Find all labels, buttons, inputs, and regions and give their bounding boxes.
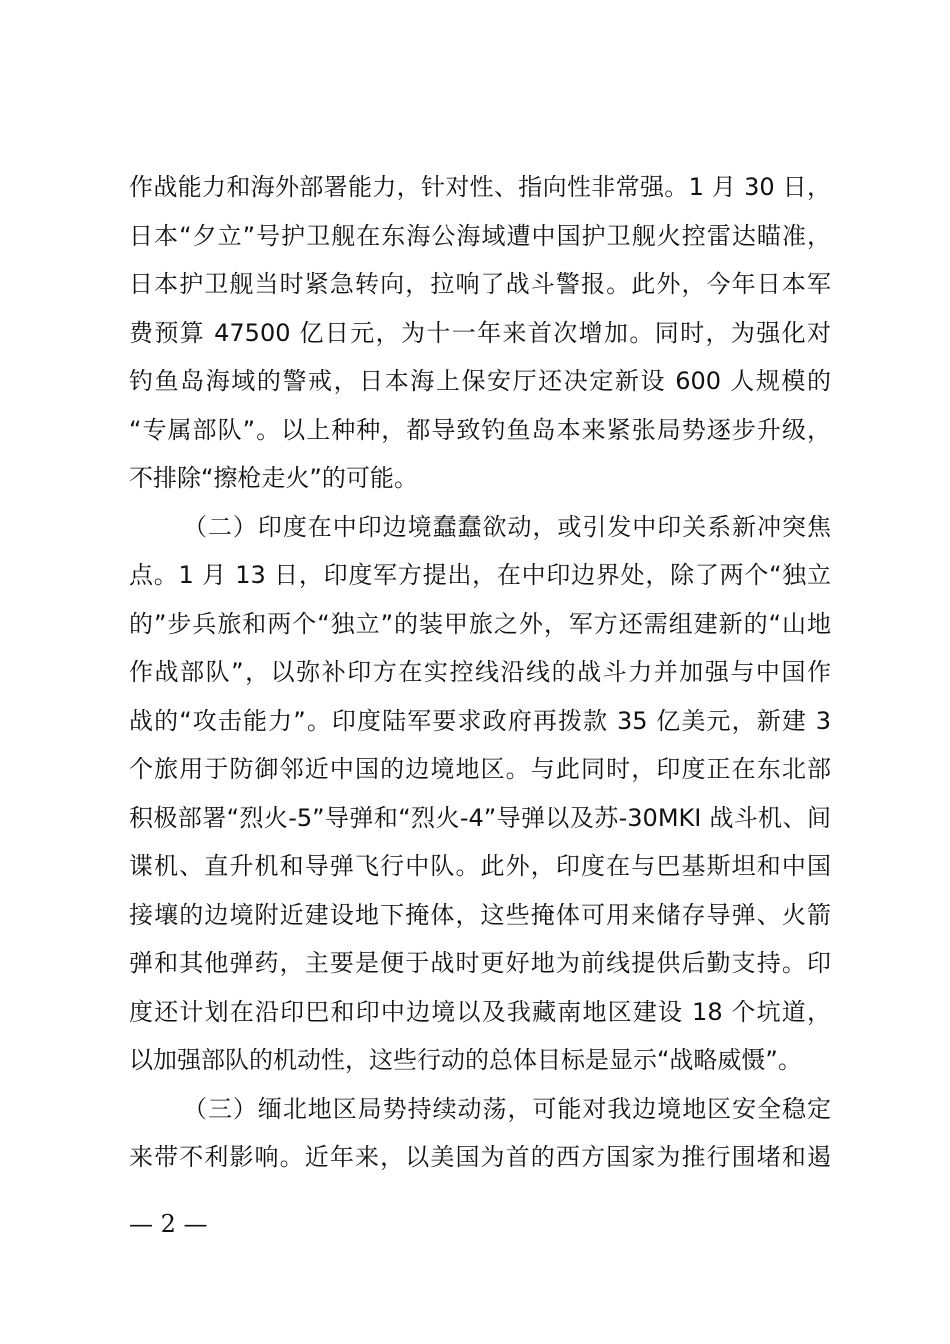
text-line: （三）缅北地区局势持续动荡，可能对我边境地区安全稳定 [183, 1094, 831, 1123]
text-line: “专属部队”。以上种种，都导致钓鱼岛本来紧张局势逐步升级， [129, 415, 831, 444]
paragraph-myanmar [129, 1085, 831, 1182]
text-line: 作战部队”，以弥补印方在实控线沿线的战斗力并加强与中国作 [129, 658, 831, 686]
text-line: 日本护卫舰当时紧急转向，拉响了战斗警报。此外，今年日本军 [129, 270, 831, 298]
text-line: 积极部署“烈火-5”导弹和“烈火-4”导弹以及苏-30MKI 战斗机、间 [129, 803, 831, 832]
body-text [129, 163, 831, 1182]
text-line: 谍机、直升机和导弹飞行中队。此外，印度在与巴基斯坦和中国 [129, 852, 831, 880]
text-line: 战的“攻击能力”。印度陆军要求政府再拨款 35 亿美元，新建 3 [129, 706, 831, 735]
text-line: 接壤的边境附近建设地下掩体，这些掩体可用来储存导弹、火箭 [129, 900, 831, 929]
text-line: 点。1 月 13 日，印度军方提出，在中印边界处，除了两个“独立 [129, 561, 831, 589]
text-line: 钓鱼岛海域的警戒，日本海上保安厅还决定新设 600 人规模的 [129, 367, 831, 395]
text-line: 日本“夕立”号护卫舰在东海公海域遭中国护卫舰火控雷达瞄准， [129, 221, 831, 250]
text-line: 个旅用于防御邻近中国的边境地区。与此同时，印度正在东北部 [129, 755, 831, 783]
paragraph-india [129, 503, 831, 1085]
text-line: 弹和其他弹药，主要是便于战时更好地为前线提供后勤支持。印 [129, 949, 831, 977]
text-line: 的”步兵旅和两个“独立”的装甲旅之外，军方还需组建新的“山地 [129, 609, 831, 638]
text-line: 来带不利影响。近年来，以美国为首的西方国家为推行围堵和遏 [129, 1143, 831, 1171]
paragraph-japan [129, 163, 831, 503]
text-line: 度还计划在沿印巴和印中边境以及我藏南地区建设 18 个坑道， [129, 997, 831, 1026]
page-number: — 2 — [129, 1210, 208, 1238]
text-line: 以加强部队的机动性，这些行动的总体目标是显示“战略威慑”。 [129, 1046, 802, 1074]
text-line: （二）印度在中印边境蠢蠢欲动，或引发中印关系新冲突焦 [183, 512, 831, 541]
text-line: 作战能力和海外部署能力，针对性、指向性非常强。1 月 30 日， [129, 173, 831, 201]
text-line: 费预算 47500 亿日元，为十一年来首次增加。同时，为强化对 [129, 318, 831, 347]
text-line: 不排除“擦枪走火”的可能。 [129, 464, 418, 492]
